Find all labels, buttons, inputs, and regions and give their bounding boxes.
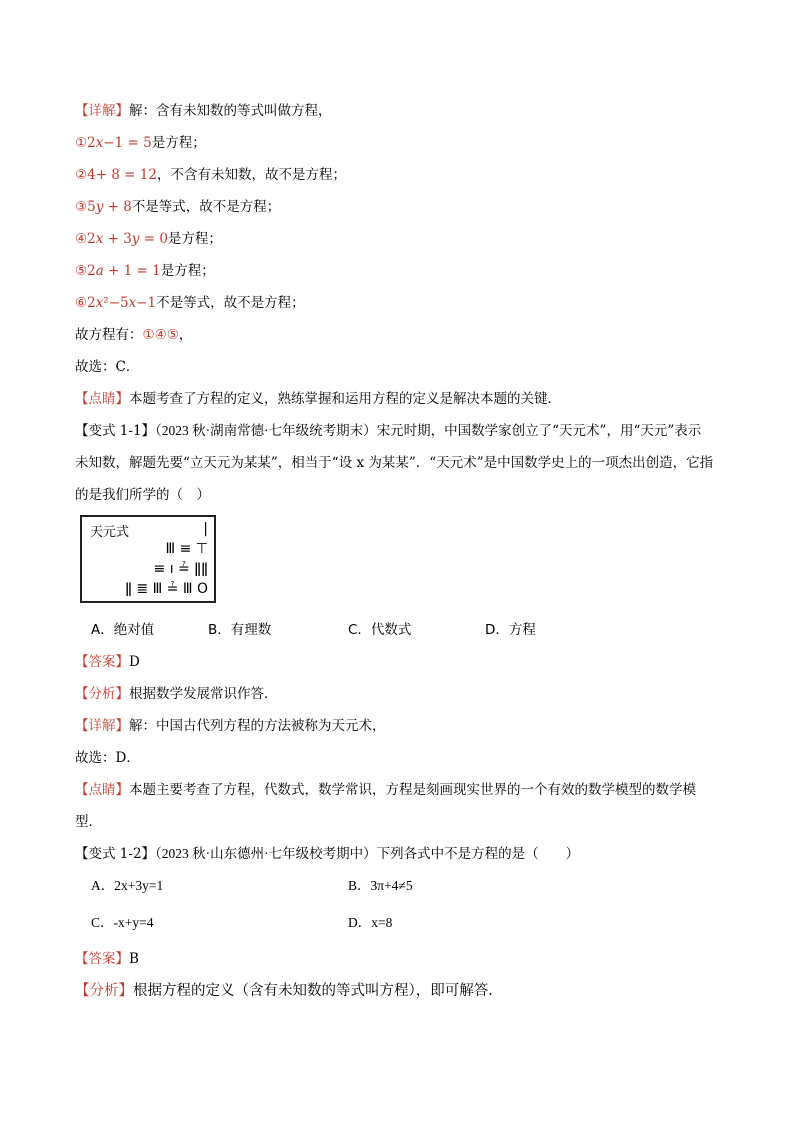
circled-numbers: ①④⑤	[142, 327, 179, 343]
analysis-line-2	[75, 981, 503, 1001]
circled-number: ①	[75, 135, 88, 151]
analysis-text: 根据数学发展常识作答．	[129, 686, 278, 702]
option-c: C．代数式	[348, 622, 412, 638]
equation-item-3	[75, 197, 280, 217]
answer-line	[75, 652, 140, 672]
equation-item-1	[75, 133, 206, 153]
answer-value: D	[129, 654, 140, 670]
comment-text: 型．	[75, 814, 102, 830]
equation-math: 2𝑥²−5𝑥−1	[87, 295, 157, 311]
equation-item-2	[75, 165, 346, 185]
conclusion-text: 故方程有：	[75, 327, 143, 343]
detail-tag: 【详解】	[75, 718, 129, 734]
figure-row: ǁ ≣ Ⅲ ≟ Ⅲ O	[125, 581, 208, 597]
question-stem: 宋元时期，中国数学家创立了“天元术”，用“天元”表示	[376, 423, 702, 439]
equation-text: 是方程；	[160, 263, 215, 279]
comment-tag: 【点睛】	[75, 391, 129, 407]
answer-value: B	[129, 951, 139, 967]
equation-text: 不是等式，故不是方程；	[156, 295, 305, 311]
choice-text: 故选：C．	[75, 359, 140, 375]
comment-text: 本题考查了方程的定义，熟练掌握和运用方程的定义是解决本题的关键．	[129, 391, 561, 407]
question-stem: 下列各式中不是方程的是（ ）	[376, 846, 580, 862]
option-b: B．3π+4≠5	[348, 878, 413, 893]
equation-item-4	[75, 229, 222, 249]
option-d: D．x=8	[348, 915, 393, 930]
question-stem: 未知数，解题先要“立天元为某某”，相当于“设 x 为某某”．“天元术”是中国数学史上的一项杰出创造，它指	[75, 455, 714, 471]
conclusion-line	[75, 325, 192, 345]
equation-math: 5𝑦 + 8	[87, 199, 132, 215]
detail-line-2	[75, 716, 386, 736]
comment-tag: 【点睛】	[75, 782, 129, 798]
equation-text: 是方程；	[167, 231, 222, 247]
circled-number: ⑥	[75, 295, 88, 311]
equation-text: 不是等式，故不是方程；	[131, 199, 281, 215]
answer-tag: 【答案】	[75, 654, 129, 670]
question-1-1-line3	[75, 485, 210, 505]
answer-line-2	[75, 949, 139, 969]
comment-text: 本题主要考查了方程，代数式，数学常识，方程是刻画现实世界的一个有效的数学模型的数学模	[129, 782, 696, 798]
circled-number: ③	[75, 199, 88, 215]
detail-text: 解：中国古代列方程的方法被称为天元术，	[129, 718, 386, 734]
analysis-line	[75, 684, 278, 704]
detail-tag: 【详解】	[75, 103, 129, 119]
option-b: B．有理数	[208, 622, 272, 638]
detail-line	[75, 101, 332, 121]
figure-row: Ⅲ ≡ ⊤	[165, 541, 208, 557]
figure-row: |	[203, 521, 208, 537]
choice-line-2	[75, 748, 140, 768]
analysis-tag: 【分析】	[75, 983, 133, 999]
choice-line	[75, 357, 139, 377]
figure-row: ≡ ı ≟ ǁǁ	[153, 561, 208, 577]
analysis-tag: 【分析】	[75, 686, 129, 702]
conclusion-rest: ，	[178, 327, 193, 343]
equation-math: 2𝑥−1 = 5	[87, 135, 152, 151]
answer-tag: 【答案】	[75, 951, 129, 967]
equation-math: 2𝑥 + 3𝑦 = 0	[87, 231, 168, 247]
question-1-1-line2	[75, 453, 713, 473]
equation-text: 是方程；	[151, 135, 206, 151]
figure-heading: 天元式	[90, 525, 130, 540]
question-source: （2023 秋·湖南常德·七年级统考期末）	[155, 423, 377, 438]
question-1-1-line1	[75, 421, 701, 441]
equation-math: 4+ 8 = 12	[87, 167, 157, 183]
question-tag: 【变式 1-2】	[75, 846, 156, 862]
equation-text: ，不含有未知数，故不是方程；	[156, 167, 346, 183]
comment-line-2	[75, 780, 696, 800]
analysis-text: 根据方程的定义（含有未知数的等式叫方程），即可解答．	[133, 983, 503, 999]
circled-number: ⑤	[75, 263, 88, 279]
question-1-2-line	[75, 844, 579, 864]
equation-item-6	[75, 293, 305, 313]
tianyuan-figure	[80, 515, 216, 603]
question-stem: 的是我们所学的（ ）	[75, 487, 210, 503]
question-tag: 【变式 1-1】	[75, 423, 156, 439]
option-d: D．方程	[485, 622, 536, 638]
comment-line	[75, 389, 561, 409]
option-a: A．绝对值	[91, 622, 155, 638]
comment-line-2-cont	[75, 812, 102, 832]
question-source: （2023 秋·山东德州·七年级校考期中）	[155, 846, 377, 861]
circled-number: ④	[75, 231, 88, 247]
circled-number: ②	[75, 167, 88, 183]
choice-text: 故选：D．	[75, 750, 140, 766]
option-c: C．-x+y=4	[91, 915, 154, 930]
equation-math: 2𝑎 + 1 = 1	[87, 263, 161, 279]
detail-text: 解：含有未知数的等式叫做方程，	[129, 103, 332, 119]
equation-item-5	[75, 261, 215, 281]
option-a: A．2x+3y=1	[91, 878, 164, 893]
